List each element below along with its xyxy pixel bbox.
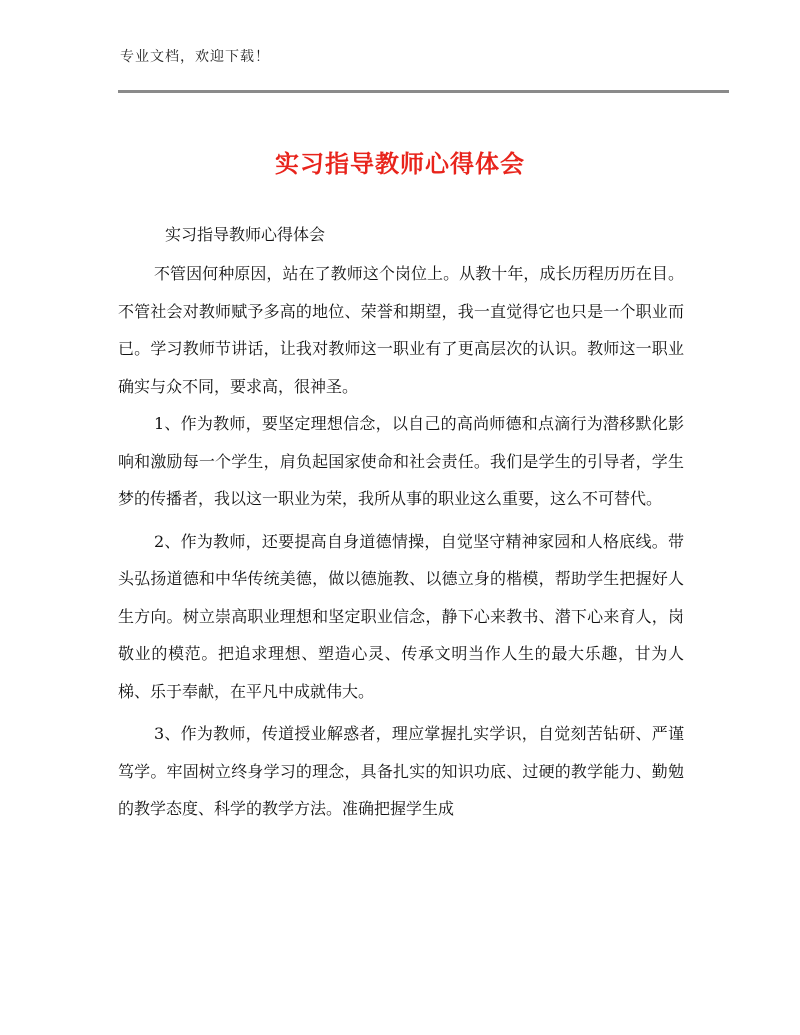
paragraph: 1、作为教师，要坚定理想信念，以自己的高尚师德和点滴行为潜移默化影响和激励每一个学生，肩负起国家使命和社会责任。我们是学生的引导者，学生梦的传播者，我以这一职业为荣，我所从事的职业这么重要，这么不可替代。 bbox=[118, 414, 684, 508]
document-body bbox=[118, 255, 684, 828]
document-subtitle: 实习指导教师心得体会 bbox=[165, 225, 326, 244]
paragraph: 3、作为教师，传道授业解惑者，理应掌握扎实学识，自觉刻苦钻研、严谨笃学。牢固树立终身学习的理念，具备扎实的知识功底、过硬的教学能力、勤勉的教学态度、科学的教学方法。准确把握学生成 bbox=[118, 724, 684, 818]
paragraph: 2、作为教师，还要提高自身道德情操，自觉坚守精神家园和人格底线。带头弘扬道德和中华传统美德，做以德施教、以德立身的楷模，帮助学生把握好人生方向。树立崇高职业理想和坚定职业信念，静下心来教书、潜下心来育人，岗敬业的模范。把追求理想、塑造心灵、传承文明当作人生的最大乐趣，甘为人梯、乐于奉献，在平凡中成就伟大。 bbox=[118, 531, 684, 701]
header-note: 专业文档，欢迎下载！ bbox=[120, 49, 270, 65]
header-divider bbox=[118, 90, 729, 93]
document-title: 实习指导教师心得体会 bbox=[275, 150, 525, 178]
paragraph: 不管因何种原因，站在了教师这个岗位上。从教十年，成长历程历历在目。不管社会对教师赋予多高的地位、荣誉和期望，我一直觉得它也只是一个职业而已。学习教师节讲话，让我对教师这一职业有了更高层次的认识。教师这一职业确实与众不同，要求高，很神圣。 bbox=[118, 264, 684, 396]
